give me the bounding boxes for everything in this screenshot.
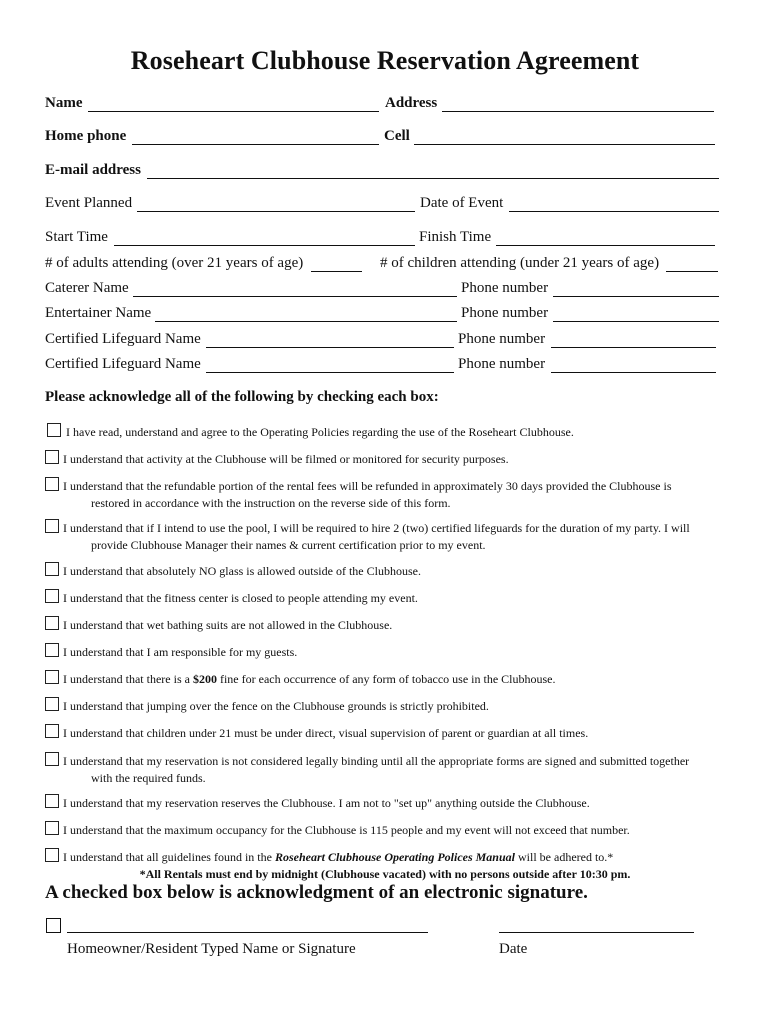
event-row: [45, 195, 735, 217]
date-of-event-label: Date of Event: [420, 195, 504, 211]
email-label: E-mail address: [45, 162, 141, 178]
start-time-field[interactable]: [114, 245, 415, 246]
attendance-row: [45, 255, 735, 277]
adults-field[interactable]: [311, 271, 362, 272]
ack-checkbox[interactable]: [45, 589, 59, 603]
ack-text: I understand that children under 21 must be under direct, visual supervision of parent or guardian at all times.: [63, 726, 589, 740]
lifeguard-2-phone-label: Phone number: [458, 356, 546, 372]
ack-text: I have read, understand and agree to the Operating Policies regarding the use of the Roseheart Clubhouse.: [66, 425, 574, 439]
lifeguard-1-phone-field[interactable]: [551, 347, 716, 348]
lifeguard-2-row: [45, 356, 735, 378]
caterer-label: Caterer Name: [45, 280, 129, 296]
ack-text: [63, 849, 733, 866]
ack-checkbox[interactable]: [45, 724, 59, 738]
ack-text-line-2: restored in accordance with the instruction on the reverse side of this form.: [91, 496, 451, 510]
operating-policies-manual-title: Roseheart Clubhouse Operating Polices Manual: [274, 850, 515, 864]
ack-text-line-1: I understand that my reservation is not considered legally binding until all the appropriate forms are signed and submitted together: [63, 754, 690, 768]
ack-text: I understand that activity at the Clubhouse will be filmed or monitored for security purposes.: [63, 452, 509, 466]
ack-text: [63, 520, 733, 554]
signature-heading: A checked box below is acknowledgment of an electronic signature.: [45, 882, 588, 903]
ack-checkbox[interactable]: [45, 670, 59, 684]
address-label: Address: [385, 95, 438, 111]
time-row: [45, 229, 735, 251]
ack-checkbox[interactable]: [45, 519, 59, 533]
ack-checkbox[interactable]: [45, 794, 59, 808]
ack-text: I understand that the fitness center is closed to people attending my event.: [63, 591, 418, 605]
fine-amount: $200: [192, 672, 217, 686]
ack-text-line-2: with the required funds.: [91, 771, 206, 785]
ack-checkbox[interactable]: [45, 643, 59, 657]
name-address-row: [45, 95, 735, 117]
name-field[interactable]: [88, 111, 379, 112]
lifeguard-2-phone-field[interactable]: [551, 372, 716, 373]
lifeguard-2-field[interactable]: [206, 372, 454, 373]
home-phone-field[interactable]: [132, 144, 379, 145]
entertainer-row: [45, 305, 735, 327]
lifeguard-1-phone-label: Phone number: [458, 331, 546, 347]
ack-text: I understand that absolutely NO glass is allowed outside of the Clubhouse.: [63, 564, 421, 578]
ack-checkbox[interactable]: [45, 697, 59, 711]
entertainer-label: Entertainer Name: [45, 305, 152, 321]
email-row: [45, 162, 735, 184]
lifeguard-2-label: Certified Lifeguard Name: [45, 356, 201, 372]
phone-row: [45, 128, 735, 150]
caterer-field[interactable]: [133, 296, 457, 297]
ack-text: [63, 478, 733, 512]
lifeguard-1-label: Certified Lifeguard Name: [45, 331, 201, 347]
date-of-event-field[interactable]: [509, 211, 719, 212]
ack-checkbox[interactable]: [47, 423, 61, 437]
signature-date-field[interactable]: [499, 932, 694, 933]
address-field[interactable]: [442, 111, 714, 112]
ack-checkbox[interactable]: [45, 562, 59, 576]
finish-time-field[interactable]: [496, 245, 715, 246]
ack-text-part: I understand that there is a: [63, 672, 193, 686]
children-field[interactable]: [666, 271, 718, 272]
ack-text: [63, 753, 733, 787]
ack-text: I understand that my reservation reserves the Clubhouse. I am not to "set up" anything outside the Clubhouse.: [63, 796, 590, 810]
lifeguard-1-row: [45, 331, 735, 353]
ack-checkbox[interactable]: [45, 821, 59, 835]
ack-text-line-2: provide Clubhouse Manager their names & current certification prior to my event.: [91, 538, 486, 552]
ack-checkbox[interactable]: [45, 477, 59, 491]
event-planned-field[interactable]: [137, 211, 415, 212]
ack-text-line-1: I understand that if I intend to use the pool, I will be required to hire 2 (two) certified lifeguards for the duration of my party. I will: [63, 521, 690, 535]
ack-checkbox[interactable]: [45, 848, 59, 862]
ack-text: I understand that wet bathing suits are not allowed in the Clubhouse.: [63, 618, 393, 632]
ack-text-part: fine for each occurrence of any form of tobacco use in the Clubhouse.: [216, 672, 556, 686]
name-label: Name: [45, 95, 83, 111]
home-phone-label: Home phone: [45, 128, 127, 144]
cell-field[interactable]: [414, 144, 715, 145]
caterer-phone-label: Phone number: [461, 280, 549, 296]
ack-text: [63, 671, 733, 688]
ack-text: I understand that jumping over the fence on the Clubhouse grounds is strictly prohibited.: [63, 699, 489, 713]
children-label: # of children attending (under 21 years of age): [380, 255, 660, 271]
ack-text-line-1: I understand that the refundable portion of the rental fees will be refunded in approximately 30 days provided the Clubhouse is: [63, 479, 672, 493]
entertainer-phone-label: Phone number: [461, 305, 549, 321]
adults-label: # of adults attending (over 21 years of age): [45, 255, 304, 271]
signature-name-field[interactable]: [67, 932, 428, 933]
entertainer-field[interactable]: [155, 321, 457, 322]
ack-text: I understand that I am responsible for my guests.: [63, 645, 298, 659]
email-field[interactable]: [147, 178, 719, 179]
ack-text-part: will be adhered to.*: [515, 850, 614, 864]
caterer-row: [45, 280, 735, 302]
ack-checkbox[interactable]: [45, 752, 59, 766]
ack-text: I understand that the maximum occupancy for the Clubhouse is 115 people and my event will not exceed that number.: [63, 823, 630, 837]
acknowledgment-heading: Please acknowledge all of the following by checking each box:: [45, 389, 439, 405]
rental-end-note: *All Rentals must end by midnight (Clubhouse vacated) with no persons outside after 10:30 pm.: [139, 867, 631, 881]
signature-date-label: Date: [499, 941, 528, 957]
e-signature-checkbox[interactable]: [46, 918, 61, 933]
ack-checkbox[interactable]: [45, 616, 59, 630]
caterer-phone-field[interactable]: [553, 296, 719, 297]
lifeguard-1-field[interactable]: [206, 347, 454, 348]
event-planned-label: Event Planned: [45, 195, 133, 211]
ack-checkbox[interactable]: [45, 450, 59, 464]
entertainer-phone-field[interactable]: [553, 321, 719, 322]
signature-name-label: Homeowner/Resident Typed Name or Signature: [67, 941, 356, 957]
finish-time-label: Finish Time: [419, 229, 492, 245]
form-title: Roseheart Clubhouse Reservation Agreement: [130, 46, 640, 75]
ack-text-part: I understand that all guidelines found in the: [63, 850, 275, 864]
start-time-label: Start Time: [45, 229, 108, 245]
cell-label: Cell: [384, 128, 410, 144]
